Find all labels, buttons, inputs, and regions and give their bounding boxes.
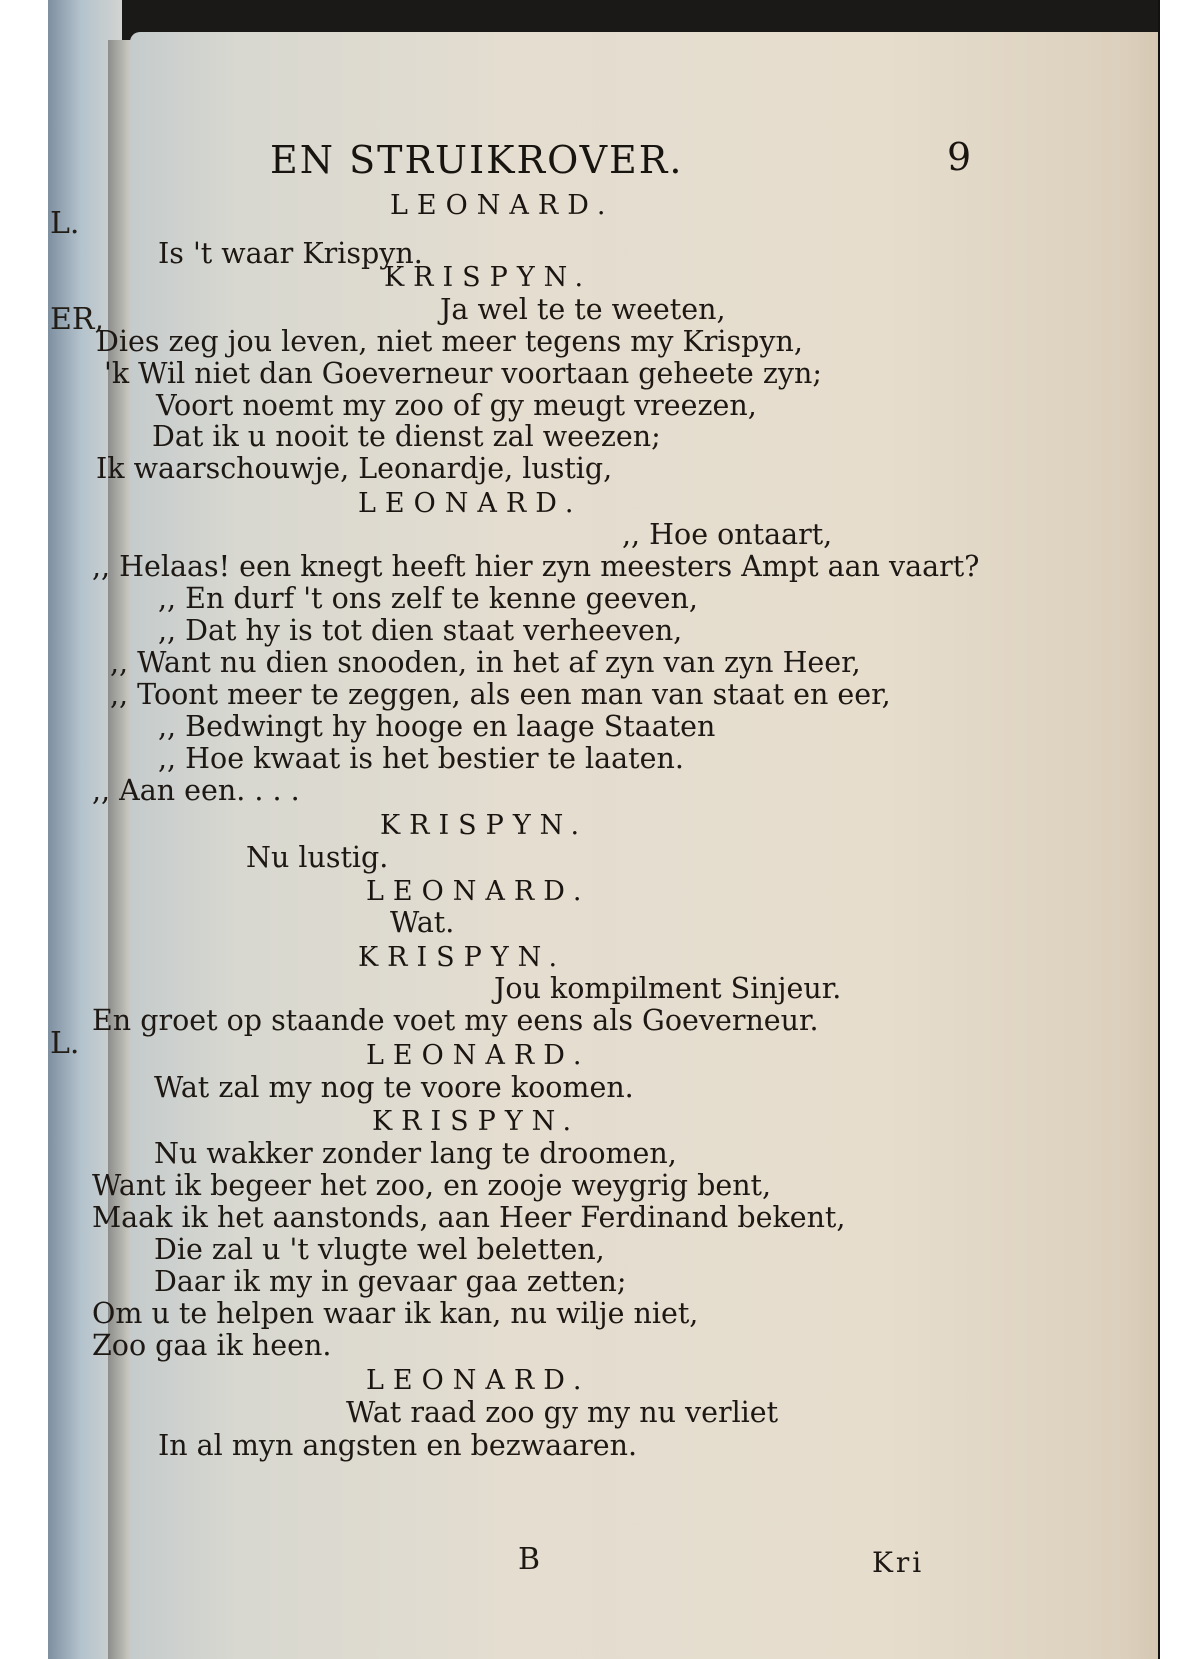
verse-line: Want ik begeer het zoo, en zooje weygrig bent, [92,1169,772,1202]
verse-line: In al myn angsten en bezwaaren. [158,1429,638,1462]
verse-line: Maak ik het aanstonds, aan Heer Ferdinand bekent, [92,1201,846,1234]
verse-line: ,, En durf 't ons zelf te kenne geeven, [158,582,698,615]
verse-line: Voort noemt my zoo of gy meugt vreezen, [156,389,757,422]
speaker-name: LEONARD. [390,190,615,221]
speaker-name: KRISPYN. [358,942,567,973]
verse-line: Nu lustig. [246,841,389,874]
speaker-name: LEONARD. [366,1040,591,1071]
background-shadow [1158,0,1160,1659]
verse-line: ,, Helaas! een knegt heeft hier zyn meesters Ampt aan vaart? [92,550,980,583]
verse-line: Ik waarschouwje, Leonardje, lustig, [96,452,613,485]
verse-line: Is 't waar Krispyn. [158,237,423,270]
page-number: 9 [947,135,972,179]
speaker-name: KRISPYN. [372,1106,581,1137]
speaker-name: LEONARD. [366,1365,591,1396]
verse-line: ,, Hoe kwaat is het bestier te laaten. [158,742,684,775]
speaker-name: KRISPYN. [380,810,589,841]
verse-line: 'k Wil niet dan Goeverneur voortaan geheete zyn; [104,357,822,390]
verse-line: ,, Dat hy is tot dien staat verheeven, [158,614,683,647]
verse-line: Die zal u 't vlugte wel beletten, [154,1233,605,1266]
verse-line: Nu wakker zonder lang te droomen, [154,1137,677,1170]
signature-mark: B [518,1542,541,1577]
running-head: EN STRUIKROVER. [270,138,684,182]
facing-page-fragment: ER, [50,302,105,337]
verse-line: Wat. [390,906,455,939]
verse-line: ,, Toont meer te zeggen, als een man van staat en eer, [110,678,891,711]
verse-line: Jou kompilment Sinjeur. [494,972,842,1005]
verse-line: Ja wel te te weeten, [440,293,726,326]
verse-line: Wat zal my nog te voore koomen. [154,1071,634,1104]
facing-page-fragment: L. [50,206,80,241]
verse-line: Dies zeg jou leven, niet meer tegens my Krispyn, [96,325,803,358]
verse-line: Dat ik u nooit te dienst zal weezen; [152,420,661,453]
facing-page-fragment: L. [50,1026,80,1061]
verse-line: Om u te helpen waar ik kan, nu wilje niet, [92,1297,699,1330]
verse-line: En groet op staande voet my eens als Goeverneur. [92,1004,819,1037]
speaker-name: LEONARD. [366,876,591,907]
verse-line: Daar ik my in gevaar gaa zetten; [154,1265,627,1298]
catchword: Kri [872,1546,925,1579]
verse-line: Zoo gaa ik heen. [92,1329,332,1362]
verse-line: ,, Hoe ontaart, [622,518,833,551]
verse-line: ,, Bedwingt hy hooge en laage Staaten [158,710,716,743]
verse-line: Wat raad zoo gy my nu verliet [346,1396,779,1429]
verse-line: ,, Aan een. . . . [92,774,300,807]
verse-line: ,, Want nu dien snooden, in het af zyn van zyn Heer, [110,646,861,679]
speaker-name: KRISPYN. [384,262,593,293]
speaker-name: LEONARD. [358,488,583,519]
